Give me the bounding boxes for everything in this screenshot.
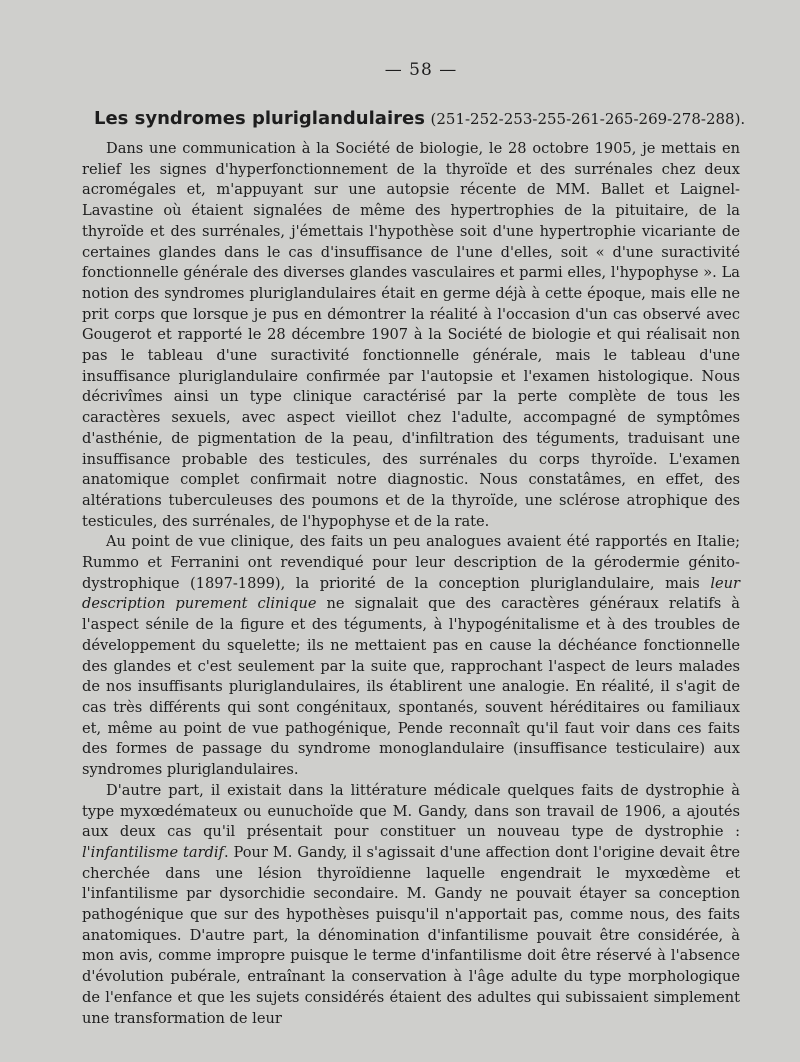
page-number: — 58 — xyxy=(384,60,458,80)
paragraph xyxy=(82,532,740,780)
text-run: D'autre part, il existait dans la littérature médicale quelques faits de dystrophie à type myxœdémateux ou eunuchoïde que M. Gandy, dans son travail de 1906, a ajoutés aux deux cas qu'il présentait pour constituer un nouveau type de dystrophie : xyxy=(82,781,740,841)
text-run: ne signalait que des caractères généraux relatifs à l'aspect sénile de la figure et des téguments, à l'hypogénitalisme et à des troubles de développement du squelette; ils ne mettaient pas en cause la déchéance fonctionnelle des glandes et c'est seulement par la suite que, rapprochant l'aspect de leurs malades de nos insuffisants pluriglandulaires, ils établirent une analogie. En réalité, il s'agit de cas très différents qui sont congénitaux, spontanés, souvent héréditaires ou familiaux et, même au point de vue pathogénique, Pende reconnaît qu'il faut voir dans ces faits des formes de passage du syndrome monoglandulaire (insuffisance testiculaire) aux syndromes pluriglandulaires. xyxy=(82,595,740,779)
section-heading xyxy=(94,108,746,129)
section-title: Les syndromes pluriglandulaires xyxy=(94,108,425,129)
text-run: Dans une communication à la Société de biologie, le 28 octobre 1905, je mettais en relief les signes d'hyperfonctionnement de la thyroïde et des surrénales chez deux acromégales et, m'appuyant sur une autopsie récente de MM. Ballet et Laignel-Lavastine où étaient signalées de même des hypertrophies de la pituitaire, de la thyroïde et des surrénales, j'émettais l'hypothèse soit d'une hypertrophie vicariante de certaines glandes dans le cas d'insuffisance de l'une d'elles, soit « d'une suractivité fonctionnelle générale des diverses glandes vasculaires et parmi elles, l'hypophyse ». La notion des syndromes pluriglandulaires était en germe déjà à cette époque, mais elle ne prit corps que lorsque je pus en démontrer la réalité à l'occasion d'un cas observé avec Gougerot et rapporté le 28 décembre 1907 à la Société de biologie et qui réalisait non pas le tableau d'une suractivité fonctionnelle générale, mais le tableau d'une insuffisance pluriglandulaire confirmée par l'autopsie et l'examen histologique. Nous décrivîmes ainsi un type clinique caractérisé par la perte complète de tous les caractères sexuels, avec aspect vieillot chez l'adulte, accompagné de symptômes d'asthénie, de pigmentation de la peau, d'infiltration des téguments, traduisant une insuffisance probable des testicules, des surrénales du corps thyroïde. L'examen anatomique complet confirmait notre diagnostic. Nous constatâmes, en effet, des altérations tuberculeuses des poumons et de la thyroïde, une sclérose atrophique des testicules, des surrénales, de l'hypophyse et de la rate. xyxy=(82,140,740,530)
text-run: . Pour M. Gandy, il s'agissait d'une affection dont l'origine devait être cherchée dans une lésion thyroïdienne laquelle engendrait le myxœdème et l'infantilisme par dysorchidie secondaire. M. Gandy ne pouvait étayer sa conception pathogénique que sur des hypothèses puisqu'il n'apportait pas, comme nous, des faits anatomiques. D'autre part, la dénomination d'infantilisme pouvait être considérée, à mon avis, comme impropre puisque le terme d'infantilisme doit être réservé à l'absence d'évolution pubérale, entraînant la conservation à l'âge adulte du type morphologique de l'enfance et que les sujets considérés étaient des adultes qui subissaient simplement une transformation de leur xyxy=(82,843,740,1027)
italic-text: leur description purement clinique xyxy=(82,574,740,613)
body-text xyxy=(82,139,740,1029)
section-references: (251-252-253-255-261-265-269-278-288). xyxy=(430,110,746,128)
paragraph xyxy=(82,781,740,1029)
paragraph xyxy=(82,139,740,532)
italic-text: l'infantilisme tardif xyxy=(82,843,224,861)
text-run: Au point de vue clinique, des faits un peu analogues avaient été rapportés en Italie; Rummo et Ferranini ont revendiqué pour leur description de la gérodermie génito-dystrophique (1897-1899), la priorité de la conception pluriglandulaire, mais xyxy=(82,533,740,592)
